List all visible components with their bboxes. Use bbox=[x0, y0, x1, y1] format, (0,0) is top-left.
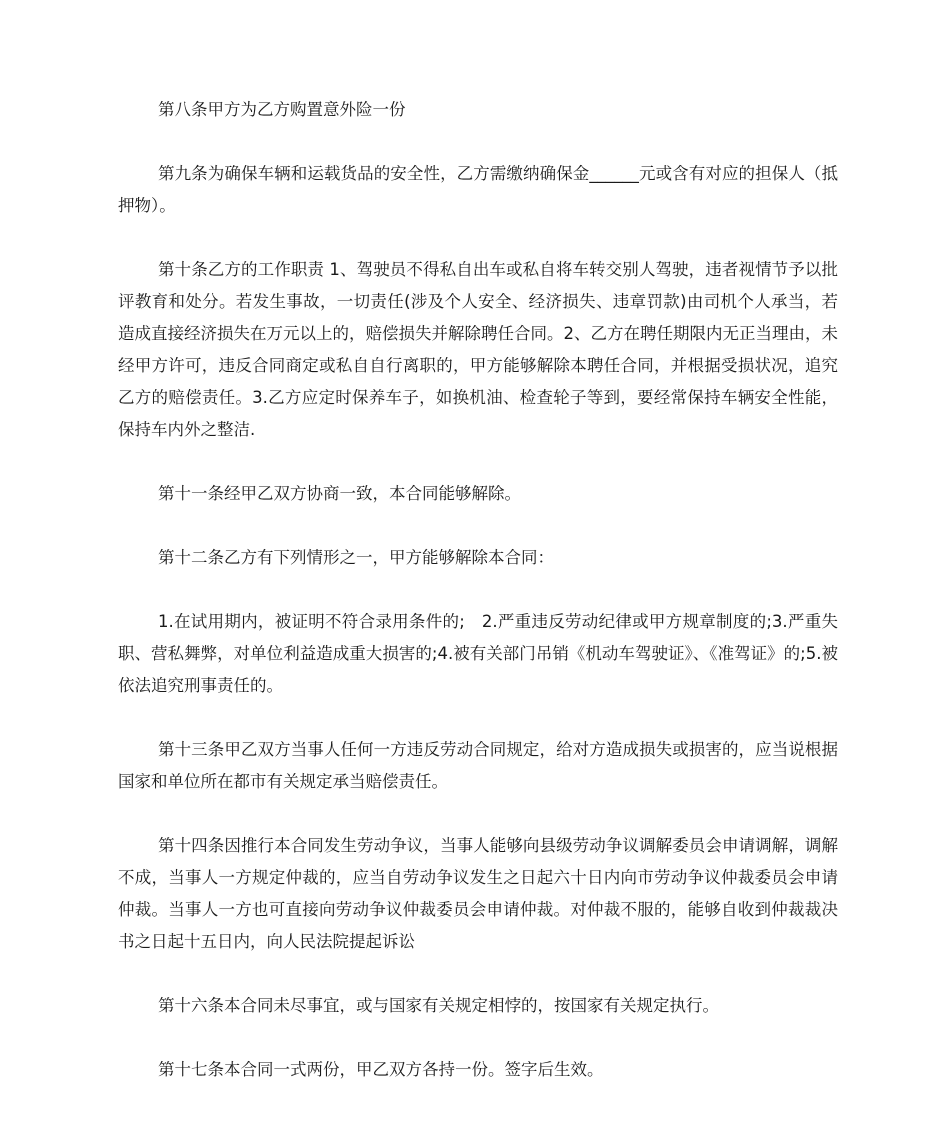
clause-12-paragraph: 第十二条乙方有下列情形之一，甲方能够解除本合同： bbox=[158, 548, 554, 567]
clause-10-paragraph: 第十条乙方的工作职责 1、驾驶员不得私自出车或私自将车转交别人驾驶，违者视情节予以批评教育和处分。若发生事故，一切责任(涉及个人安全、经济损失、违章罚款)由司机个人承当，若造成直接经济损失在万元以上的，赔偿损失并解除聘任合同。2、乙方在聘任期限内无正当理由，未经甲方许可，违反合同商定或私自自行离职的，甲方能够解除本聘任合同，并根据受损状况，追究乙方的赔偿责任。3.乙方应定时保养车子，如换机油、检查轮子等到，要经常保持车辆安全性能，保持车内外之整洁. bbox=[118, 260, 838, 439]
document-body bbox=[118, 94, 838, 1118]
clause-11-paragraph: 第十一条经甲乙双方协商一致，本合同能够解除。 bbox=[158, 484, 521, 503]
clause-8-paragraph: 第八条甲方为乙方购置意外险一份 bbox=[158, 100, 406, 119]
clause-13-paragraph: 第十三条甲乙双方当事人任何一方违反劳动合同规定，给对方造成损失或损害的，应当说根据国家和单位所在都市有关规定承当赔偿责任。 bbox=[118, 740, 838, 791]
clause-9-paragraph: 第九条为确保车辆和运载货品的安全性，乙方需缴纳确保金______元或含有对应的担保人（抵押物）。 bbox=[118, 164, 838, 215]
clause-17-paragraph: 第十七条本合同一式两份，甲乙双方各持一份。签字后生效。 bbox=[158, 1060, 604, 1079]
clause-14-paragraph: 第十四条因推行本合同发生劳动争议，当事人能够向县级劳动争议调解委员会申请调解，调解不成，当事人一方规定仲裁的，应当自劳动争议发生之日起六十日内向市劳动争议仲裁委员会申请仲裁。当事人一方也可直接向劳动争议仲裁委员会申请仲裁。对仲裁不服的，能够自收到仲裁裁决书之日起十五日内，向人民法院提起诉讼 bbox=[118, 836, 838, 951]
clause-16-paragraph: 第十六条本合同未尽事宜，或与国家有关规定相悖的，按国家有关规定执行。 bbox=[158, 996, 719, 1015]
clause-12-list-paragraph: 1.在试用期内，被证明不符合录用条件的; 2.严重违反劳动纪律或甲方规章制度的;3.严重失职、营私舞弊，对单位利益造成重大损害的;4.被有关部门吊销《机动车驾驶证》、《准驾证》的;5.被依法追究刑事责任的。 bbox=[118, 612, 838, 695]
